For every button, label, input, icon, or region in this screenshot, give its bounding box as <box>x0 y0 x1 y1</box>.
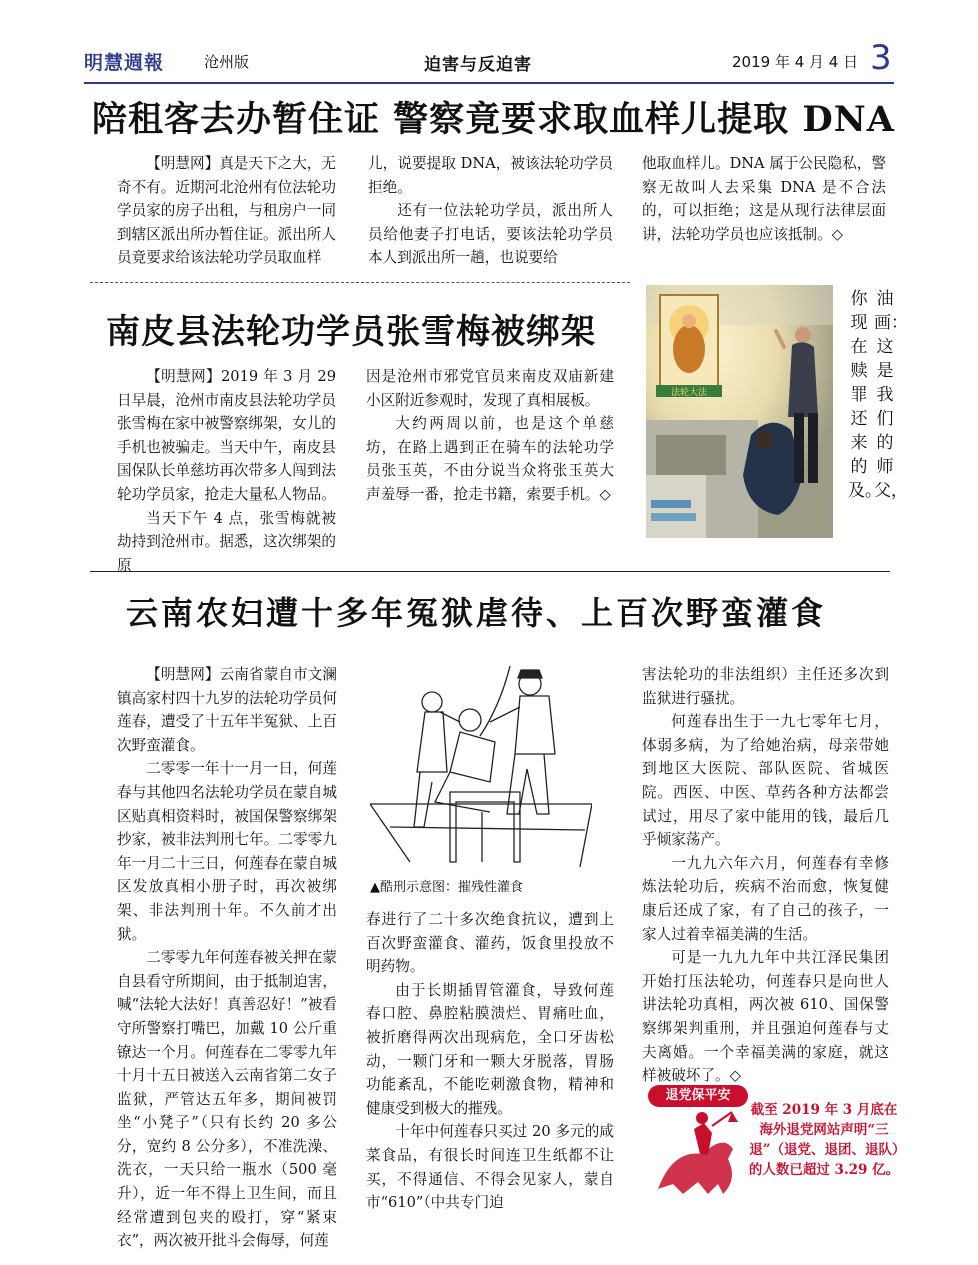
article3-paragraph: 春进行了二十多次绝食抗议，遭到上百次野蛮灌食、灌药，饭食里投放不明药物。 <box>366 911 614 976</box>
tuidang-statistic: 截至 2019 年 3 月底在海外退党网站声明“三退”（退党、退团、退队）的人数已超过 3.29 亿。 <box>748 1102 900 1178</box>
article2-column-1 <box>117 365 336 577</box>
torture-illustration <box>370 662 592 872</box>
article2-paragraph: 因是沧州市邪党官员来南皮双庙新建小区附近参观时，发现了真相展板。 <box>366 368 614 409</box>
article1-paragraph: 儿，说要提取 DNA，被该法轮功学员拒绝。 <box>368 155 613 196</box>
issue-date: 2019 年 4 月 4 日 <box>732 53 859 71</box>
article3-title: 云南农妇遭十多年冤狱虐待、上百次野蛮灌食 <box>126 594 827 632</box>
oil-painting-image <box>646 285 833 538</box>
painting-caption <box>846 287 908 527</box>
article1-paragraph: 【明慧网】真是天下之大，无奇不有。近期河北沧州有位法轮功学员家的房子出租，与租房户一同到辖区派出所办暂住证。派出所人员竟要求给该法轮功学员取血样 <box>117 155 336 267</box>
article1-title: 陪租客去办暂住证 警察竟要求取血样儿提取 DNA <box>92 99 895 140</box>
article2-title: 南皮县法轮功学员张雪梅被绑架 <box>106 312 596 352</box>
section-title: 迫害与反迫害 <box>424 55 532 75</box>
article3-paragraph: 何莲春出生于一九七零年七月，体弱多病，为了给她治病，母亲带她到地区大医院、部队医院、省城医院。西医、中医、草药各种方法都尝试过，用尽了家中能用的钱，最后几乎倾家荡产。 <box>642 713 889 849</box>
article1-paragraph: 他取血样儿。DNA 属于公民隐私，警察无故叫人去采集 DNA 是不合法的，可以拒绝；这是从现行法律层面讲，法轮功学员也应该抵制。◇ <box>642 155 886 243</box>
article2-paragraph: 【明慧网】2019 年 3 月 29 日早晨，沧州市南皮县法轮功学员张雪梅在家中被警察绑架，女儿的手机也被骗走。当天中午，南皮县国保队长单慈坊再次带多人闯到法轮功学员家，抢走大量私人物品。 <box>117 368 336 503</box>
article3-column-2 <box>366 908 614 1215</box>
article2-column-2 <box>366 365 614 507</box>
article2-paragraph: 当天下午 4 点，张雪梅就被劫持到沧州市。据悉，这次绑架的原 <box>117 509 336 574</box>
article3-paragraph: 害法轮功的非法组织）主任还多次到监狱进行骚扰。 <box>642 666 889 707</box>
article3-paragraph: 由于长期插胃管灌食，导致何莲春口腔、鼻腔粘膜溃烂、胃痛吐血，被折磨得两次出现病危，全口牙齿松动，一颗门牙和一颗大牙脱落，胃肠功能紊乱，不能吃刺激食物，精神和健康受到极大的摧残。 <box>366 981 614 1117</box>
article3-paragraph: 十年中何莲春只买过 20 多元的咸菜食品，有很长时间连卫生纸都不让买，不得通信、不得会见家人，蒙自市“610”（中共专门迫 <box>366 1123 614 1212</box>
article3-paragraph: 【明慧网】云南省蒙自市文澜镇高家村四十九岁的法轮功学员何莲春，遭受了十五年半冤狱、上百次野蛮灌食。 <box>117 666 337 754</box>
illustration-caption: ▲酷刑示意图：摧残性灌食 <box>370 880 523 895</box>
article1-column-1 <box>117 152 336 270</box>
section-divider <box>90 571 890 572</box>
painting-sign: 法轮大法 <box>670 388 708 398</box>
article3-paragraph: 二零零九年何莲春被关押在蒙自县看守所期间，由于抵制迫害，喊“法轮大法好！真善忍好！”被看守所警察打嘴巴，加戴 10 公斤重镣达一个月。何莲春在二零零九年十月十五日被送入云南省第二女子监狱，严管达五年多，期间被罚坐“小凳子”（只有长约 20 多公分，宽约 8 公分多），不准洗澡、洗衣，一天只给一瓶水（500 毫升），近一年不得上卫生间，而且经常遭到包夹的殴打，穿“紧束衣”，两次被开批斗会侮辱，何莲 <box>117 949 337 1250</box>
article1-column-2 <box>368 152 613 270</box>
section-divider <box>90 282 630 283</box>
article3-column-3 <box>642 663 889 1088</box>
painting-caption-line: 你现在赎罪还来的及。 <box>848 289 882 501</box>
tuidang-badge: 退党保平安 <box>648 1085 748 1107</box>
article3-paragraph: 可是一九九九年中共江泽民集团开始打压法轮功，何莲春只是向世人讲法轮功真相，两次被 610、国保警察绑架判重刑，并且强迫何莲春与丈夫离婚。一个幸福美满的家庭，就这样被破坏了。◇ <box>642 949 889 1085</box>
article2-paragraph: 大约两周以前，也是这个单慈坊，在路上遇到正在骑车的法轮功学员张玉英，不由分说当众将张玉英大声羞辱一番，抢走书籍，索要手机。◇ <box>366 415 614 503</box>
article3-paragraph: 二零零一年十一月一日，何莲春与其他四名法轮功学员在蒙自城区贴真相资料时，被国保警察绑架抄家，被非法判刑七年。二零零九年一月二十三日，何莲春在蒙自城区发放真相小册子时，再次被绑架、非法判刑十年。不久前才出狱。 <box>117 760 337 943</box>
article1-column-3 <box>642 152 886 246</box>
page-number: 3 <box>870 38 892 78</box>
article3-paragraph: 一九九六年六月，何莲春有幸修炼法轮功后，疾病不治而愈，恢复健康后还成了家，有了自己的孩子，一家人过着幸福美满的生活。 <box>642 854 889 943</box>
newspaper-name: 明慧週報 <box>84 52 165 74</box>
article3-column-1 <box>117 663 337 1253</box>
edition-label: 沧州版 <box>204 53 250 71</box>
painting-caption-line: 油画：这是我们的师父， <box>874 289 908 501</box>
page-header <box>84 38 894 84</box>
article1-paragraph: 还有一位法轮功学员，派出所人员给他妻子打电话，要该法轮功学员本人到派出所一趟，也说要给 <box>368 202 613 267</box>
horse-rider-icon <box>648 1104 748 1204</box>
